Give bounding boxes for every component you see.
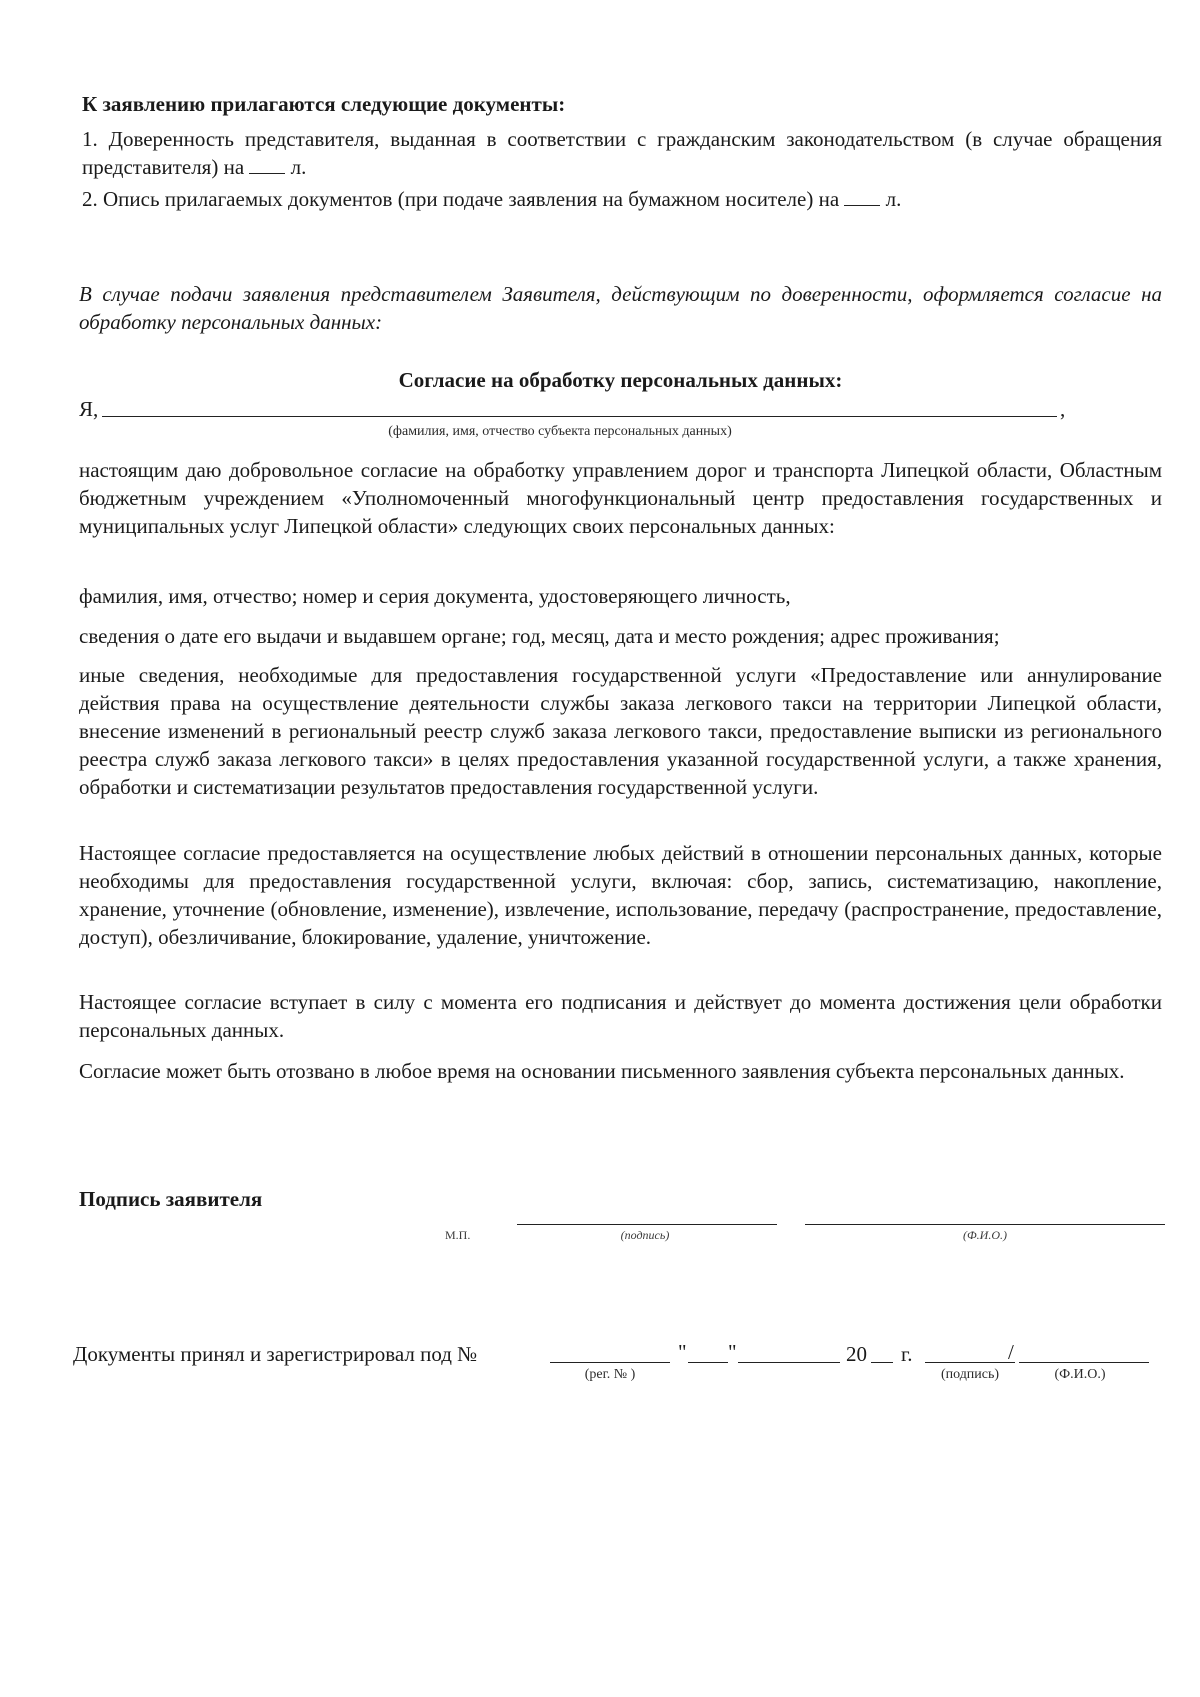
- consent-paragraph-3: сведения о дате его выдачи и выдавшем органе; год, месяц, дата и место рождения; адрес проживания;: [79, 624, 1000, 648]
- year-suffix: г.: [901, 1342, 913, 1366]
- attachment-item-2: [82, 185, 1162, 213]
- signature-fio-slash: /: [1008, 1340, 1014, 1364]
- attachment-item-2-text: 2. Опись прилагаемых документов (при подаче заявления на бумажном носителе) на: [82, 187, 840, 211]
- registration-day-field[interactable]: [688, 1362, 728, 1363]
- date-quote-open: ": [678, 1340, 687, 1364]
- subject-name-field[interactable]: [102, 416, 1057, 417]
- stamp-place-label: М.П.: [445, 1228, 471, 1242]
- consent-paragraph-7: Согласие может быть отозвано в любое время на основании письменного заявления субъекта персональных данных.: [79, 1059, 1125, 1083]
- date-quote-close: ": [728, 1340, 737, 1364]
- consent-paragraph-1: настоящим даю добровольное согласие на обработку управлением дорог и транспорта Липецкой области, Областным бюджетным учреждением «Уполномоченный многофункциональный центр предоставления государственных и муниципальных услуг Липецкой области» следующих своих персональных данных:: [79, 458, 1162, 538]
- applicant-fio-caption: (Ф.И.О.): [963, 1228, 1007, 1242]
- attachments-heading: К заявлению прилагаются следующие документы:: [82, 92, 566, 116]
- consent-paragraph-5: Настоящее согласие предоставляется на осуществление любых действий в отношении персональных данных, которые необходимы для предоставления государственной услуги, включая: сбор, запись, систематизацию, накопление, хранение, уточнение (обновление, изменение), извлечение, использование, передачу (распространение, предоставление, доступ), обезличивание, блокирование, удаление, уничтожение.: [79, 841, 1162, 949]
- applicant-fio-field[interactable]: [805, 1224, 1165, 1225]
- receiver-fio-caption: (Ф.И.О.): [1054, 1367, 1106, 1382]
- attachment-item-1-text: 1. Доверенность представителя, выданная в соответствии с гражданским законодательством (в случае обращения представителя) на: [82, 127, 1162, 179]
- consent-title: Согласие на обработку персональных данных:: [398, 368, 843, 392]
- applicant-signature-label: Подпись заявителя: [79, 1187, 263, 1211]
- consent-ya-label: Я,: [79, 397, 99, 421]
- attachment-item-2-pages-field[interactable]: [844, 185, 880, 206]
- registration-year-field[interactable]: [871, 1362, 893, 1363]
- registration-number-field[interactable]: [550, 1362, 670, 1363]
- representative-note: В случае подачи заявления представителем Заявителя, действующим по доверенности, оформляется согласие на обработку персональных данных:: [79, 282, 1162, 334]
- registration-month-field[interactable]: [738, 1362, 840, 1363]
- year-prefix: 20: [846, 1342, 867, 1366]
- receiver-fio-field[interactable]: [1019, 1362, 1149, 1363]
- attachment-item-1-pages-field[interactable]: [249, 153, 285, 174]
- consent-paragraph-2: фамилия, имя, отчество; номер и серия документа, удостоверяющего личность,: [79, 584, 791, 608]
- applicant-signature-caption: (подпись): [620, 1228, 670, 1242]
- registration-label: Документы принял и зарегистрировал под №: [73, 1342, 478, 1366]
- applicant-signature-field[interactable]: [517, 1224, 777, 1225]
- registration-number-caption: (рег. № ): [584, 1367, 636, 1382]
- attachment-item-1: [82, 125, 1162, 181]
- consent-paragraph-4: иные сведения, необходимые для предоставления государственной услуги «Предоставление или аннулирование действия права на осуществление деятельности службы заказа легкового такси на территории Липецкой области, внесение изменений в региональный реестр служб заказа легкового такси, предоставление выписки из регионального реестра служб заказа легкового такси» в целях предоставления указанной государственной услуги, а также хранения, обработки и систематизации результатов предоставления государственной услуги.: [79, 663, 1162, 799]
- attachment-item-1-suffix: л.: [290, 155, 307, 179]
- consent-comma: ,: [1060, 397, 1066, 421]
- attachment-item-2-suffix: л.: [885, 187, 902, 211]
- receiver-signature-caption: (подпись): [940, 1367, 1000, 1382]
- consent-paragraph-6: Настоящее согласие вступает в силу с момента его подписания и действует до момента достижения цели обработки персональных данных.: [79, 990, 1162, 1042]
- receiver-signature-field[interactable]: [925, 1362, 1015, 1363]
- subject-name-caption: (фамилия, имя, отчество субъекта персональных данных): [388, 424, 732, 439]
